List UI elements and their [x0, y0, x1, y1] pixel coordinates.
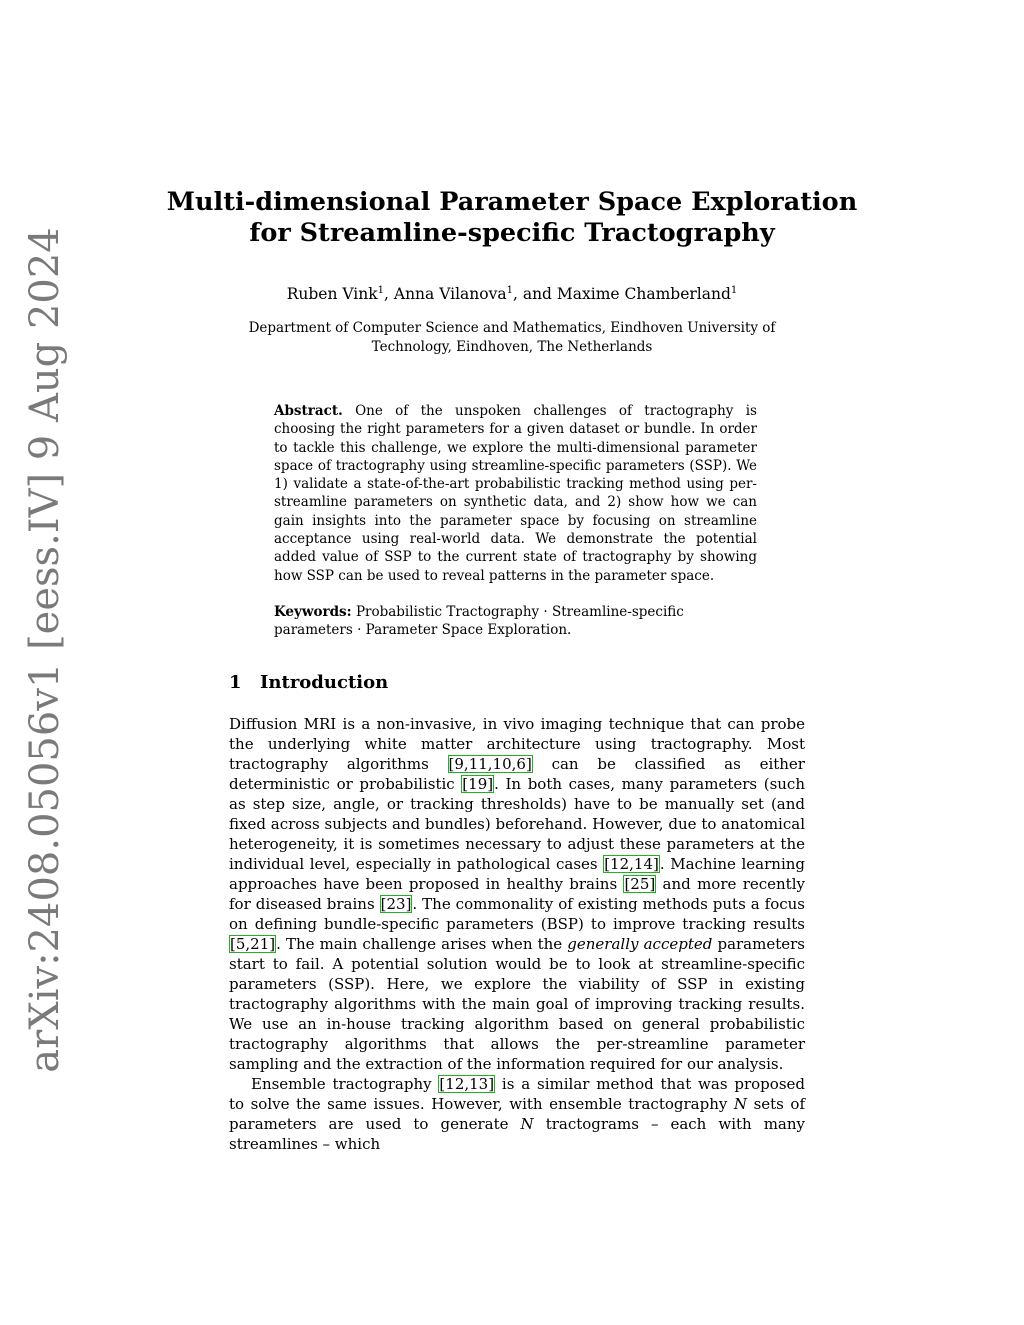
keywords-label: Keywords:: [274, 604, 352, 620]
text-run: is a similar method that was proposed to solve the same issues. However, with ensemble tractography: [229, 1075, 805, 1113]
text-run: . The commonality of existing methods puts a focus on defining bundle-specific parameters (BSP) to improve tracking results: [229, 895, 805, 933]
author-affiliation-mark: 1: [730, 285, 738, 296]
text-run: Diffusion MRI is a non-invasive, in vivo imaging technique that can probe the underlying white matter architecture using tractography. Most tractography algorithms: [229, 715, 805, 773]
affiliation: [0, 319, 1024, 357]
section-number: 1: [229, 672, 242, 693]
paragraph: [229, 1074, 805, 1154]
abstract-text: One of the unspoken challenges of tractography is choosing the right parameters for a given dataset or bundle. In order to tackle this challenge, we explore the multi-dimensional parameter space of tractography using streamline-specific parameters (SSP). We 1) validate a state-of-the-art probabilistic tracking method using per-streamline parameters on synthetic data, and 2) show how we can gain insights into the parameter space by focusing on streamline acceptance using real-world data. We demonstrate the potential added value of SSP to the current state of tractography by showing how SSP can be used to reveal patterns in the parameter space.: [274, 403, 757, 584]
paper-title: [0, 187, 1024, 249]
section-heading: [229, 672, 388, 693]
keywords-text: Probabilistic Tractography · Streamline-specific parameters · Parameter Space Exploration.: [274, 604, 684, 639]
text-run: sets of parameters are used to generate: [229, 1095, 806, 1133]
arxiv-identifier-stamp: arXiv:2408.05056v1 [eess.IV] 9 Aug 2024: [22, 227, 68, 1073]
citation-link[interactable]: [5,21]: [230, 935, 276, 953]
text-run: . In both cases, many parameters (such as step size, angle, or tracking thresholds) have to be manually set (and fixed across subjects and bundles) beforehand. However, due to anatomical heterogeneity, it is sometimes necessary to adjust these parameters at the individual level, especially in pathological cases: [229, 775, 805, 873]
text-run: Ensemble tractography: [251, 1075, 439, 1093]
author-affiliation-mark: 1: [506, 285, 513, 296]
citation-link[interactable]: [9,11,10,6]: [448, 755, 532, 773]
citation-link[interactable]: [23]: [380, 895, 412, 913]
math-variable: N: [520, 1115, 534, 1133]
title-line-1: Multi-dimensional Parameter Space Exploration: [166, 187, 858, 217]
author-separator: ,: [384, 285, 394, 304]
section-title: Introduction: [260, 672, 389, 693]
title-line-2: for Streamline-specific Tractography: [249, 218, 775, 248]
abstract: [274, 402, 757, 585]
citation-link[interactable]: [19]: [462, 775, 494, 793]
text-run: parameters start to fail. A potential solution would be to look at streamline-specific parameters (SSP). Here, we explore the viability of SSP in existing tractography algorithms with the main goal of improving tracking results. We use an in-house tracking algorithm based on general probabilistic tractography algorithms that allows the per-streamline parameter sampling and the extraction of the information required for our analysis.: [229, 935, 805, 1073]
author-name: Ruben Vink: [286, 285, 378, 304]
text-run: tractograms – each with many streamlines – which: [229, 1115, 805, 1153]
keywords: [274, 603, 757, 640]
author-separator: , and: [512, 285, 557, 304]
paragraph: [229, 714, 805, 1074]
text-run: can be classified as either deterministic or probabilistic: [229, 755, 805, 793]
author-name: Maxime Chamberland: [556, 285, 731, 304]
citation-link[interactable]: [12,14]: [604, 855, 659, 873]
affiliation-line-1: Department of Computer Science and Mathematics, Eindhoven University of: [248, 320, 776, 336]
text-run: . The main challenge arises when the: [276, 935, 568, 953]
affiliation-line-2: Technology, Eindhoven, The Netherlands: [371, 339, 653, 355]
emphasis: generally accepted: [567, 935, 713, 953]
body-text: [229, 714, 805, 1154]
abstract-label: Abstract.: [274, 403, 343, 419]
author-affiliation-mark: 1: [377, 285, 385, 296]
text-run: and more recently for diseased brains: [229, 875, 805, 913]
citation-link[interactable]: [12,13]: [439, 1075, 495, 1093]
citation-link[interactable]: [25]: [624, 875, 656, 893]
text-run: . Machine learning approaches have been proposed in healthy brains: [229, 855, 805, 893]
math-variable: N: [733, 1095, 748, 1113]
author-list: [0, 285, 1024, 303]
author-name: Anna Vilanova: [393, 285, 507, 304]
